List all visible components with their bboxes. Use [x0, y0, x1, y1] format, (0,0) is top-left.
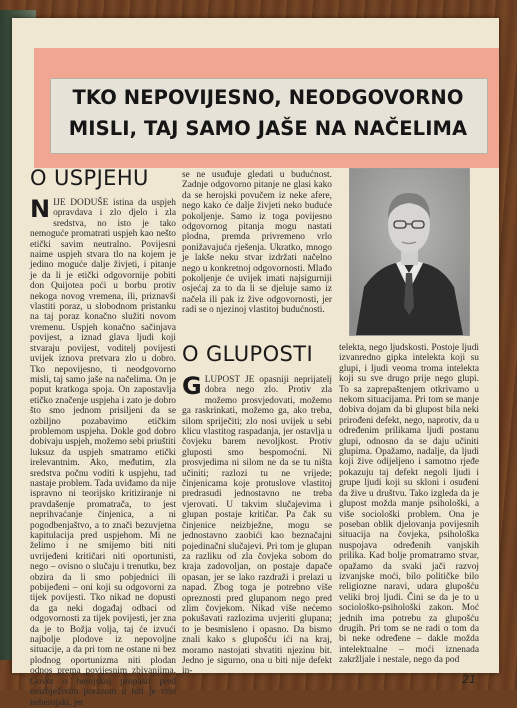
column-2-text: LUPOST JE opasniji neprijatelj dobra nego zlo. Protiv zla možemo prosvjedovati, možemo ga raskrinkati, možemo ga, ako treba, silom spriječiti; zlo nosi uvijek u sebi klicu vlastitog raspadanja, jer ostavlja u čovjeku barem nevoljkost. Protiv gluposti smo bespomoćni. Ni prosvjedima ni silom ne da se tu ništa učiniti; razlozi tu ne vrijede; činjenicama koje protuslove vlastitoj predrasudi jednostavno ne treba vjerovati. U takvim slučajevima i glupan postaje kritičar. Pa čak su činjenice neizbježne, mogu se jednostavno zaobići kao beznačajni pojedinačni slučajevi. Pri tom je glupan za razliku od zla čovjeka sobom do kraja zadovoljan, on postaje dapače opasan, jer se lako razdraži i prelazi u napad. Zbog toga je potrebno više opreznosti pred glupanom nego pred zlim čovjekom. Nikad više nećemo pokušavati razlozima uvjeriti glupana; to je besmisleno i opasno. Da bismo znali kako s glupošću ići na kraj, moramo nastojati shvatiti njezinu bit. Jedno je sigurno, ona u biti nije defekt in- [182, 375, 332, 677]
headline-line-2: MISLI, TAJ SAMO JAŠE NA NAČELIMA [68, 117, 468, 140]
portrait-photo [349, 168, 470, 336]
article-column-2-top: se ne usuđuje gledati u budućnost. Zadnje odgovorno pitanje ne glasi kako da se herojski povučem iz neke afere, nego kako će dalje živjeti neko buduće pokoljenje. Samo iz toga povijesno odgovornog pitanja mogu nastati plodna, premda privremeno vrlo ponižavajuća rješenja. Ukratko, mnogo je lakše neku stvar izdržati načelno nego u konkretnoj odgovornosti. Mlađo pokoljenje će uvijek imati najsigurniji osjećaj za to da li se djeluje samo iz načela ili pak iz žive odgovornosti, jer radi se o njezinoj vlastitoj budućnosti. [182, 170, 332, 316]
page-headline [50, 82, 486, 144]
dropcap-g: G [182, 372, 202, 400]
section-title-uspjeh: O USPJEHU [30, 166, 149, 190]
article-column-2-bottom [182, 372, 332, 677]
portrait-image [350, 169, 469, 335]
headline-line-1: TKO NEPOVIJESNO, NEODGOVORNO [72, 86, 464, 109]
dropcap-n: N [30, 195, 51, 223]
column-1-text: IJE DODUŠE istina da uspjeh opravdava i zlo djelo i zla sredstva, no isto je tako nemoguće promatrati uspjeh kao nešto etički savim neutralno. Povijesni naime uspjeh stvara tlo na kojem je jedino moguće dalje živjeti, i pitanje je da li je etički odgovornije pobiti don Quijotea poći u borbu protiv nekoga novog vremena, ili, priznavši vlastiti poraz, u slobodnom pristanku na taj poraz konačno služiti novom vremenu. Uspjeh konačno sačinjava povijest, a iznad glava ljudi koji stvaraju povijest, voditelj povijesti uvijek iznova pretvara zlo u dobro. Tko nepovijesno, ti neodgovorno misli, taj samo jaše na načelima. On je poput kratkoga spoja. On zapostavlja etičko značenje uspjeha i zato je dobro što smo jednom prisiljeni da se ozbiljno pozabavimo etičkim problemom uspjeha. Dokle god dobro dobivaju uspjeh, možemo sebi priuštiti luksuz da uspjeh smatramo etički irelevantnim. Ako, međutim, zla sredstva počnu voditi k uspjehu, tad nastaje problem. Tada uviđamo da nije ispravno ni teorijsko kritiziranje ni pravdašenje promatrača, to jest neprihvaćanje činjenica, a ni pogodbenjaštvo, a to znači bezuvjetna kapitulacija pred uspjehom. Mi ne želimo i ne smijemo biti niti uvrijeđeni kritičari niti oportunisti, nego – ovisno o slučaju i trenutku, bez obzira da li smo pobjednici ili pobijeđeni – oni koji su odgovorni za tijek povijesti. Tko nikad ne dopusti da ga neki događaj odbaci od odgovornosti za tijek povijesti, jer zna da je to Božja volja, taj će izvući najbolje plodove iz nepovoljne situacije, a da pri tom ne ostane ni bez plodnog oportunizma niti plodan odnos prema povijesnim zbivanjima. Govor o herojskoj propasti pred neizbježivim porazom u biti je vrlo neherojski, jer [30, 198, 176, 708]
section-title-gluposti: O GLUPOSTI [182, 342, 314, 366]
page-number: 21 [462, 673, 476, 686]
magazine-page [12, 18, 499, 708]
article-column-1 [30, 195, 176, 708]
article-column-3: telekta, nego ljudskosti. Postoje ljudi izvanredno gipka intelekta koji su glupi, i ljudi veoma troma intelekta koji su sve drugo prije nego glupi. To sa zaprepaštenjem otkrivamo u nekom situacijama. Pri tom se manje dobiva dojam da bi glupost bila neki prirođeni defekt, nego, naprotiv, da u određenim prilikama ljudi postanu glupi, odnosno da se daju učiniti glupima. Opažamo, nadalje, da ljudi koji žive odijeljeno i samotno rjeđe pokazuju taj defekt negoli ljudi i grupe ljudi koji su skloni i osuđeni da žive u društvu. Tako izgleda da je glupost možda manje psihološki, a više sociološki problem. Ona je poseban oblik djelovanja povijesnih situacija na čovjeka, psihološka nuspojava određenih vanjskih prilika. Kad bolje promatramo stvar, opažamo da svaki jači razvoj izvanjske moći, bilo političke bilo religiozne naravi, udara glupošću veliki broj ljudi. Čini se da je to u sociološko-psihološki zakon. Moć jednih ima potrebu za glupošću drugih. Pri tom se ne radi o tom da bi neke određene – dakle možda intelektualne – moći iznenada zakržljale i nestale, nego da pod [339, 343, 479, 666]
